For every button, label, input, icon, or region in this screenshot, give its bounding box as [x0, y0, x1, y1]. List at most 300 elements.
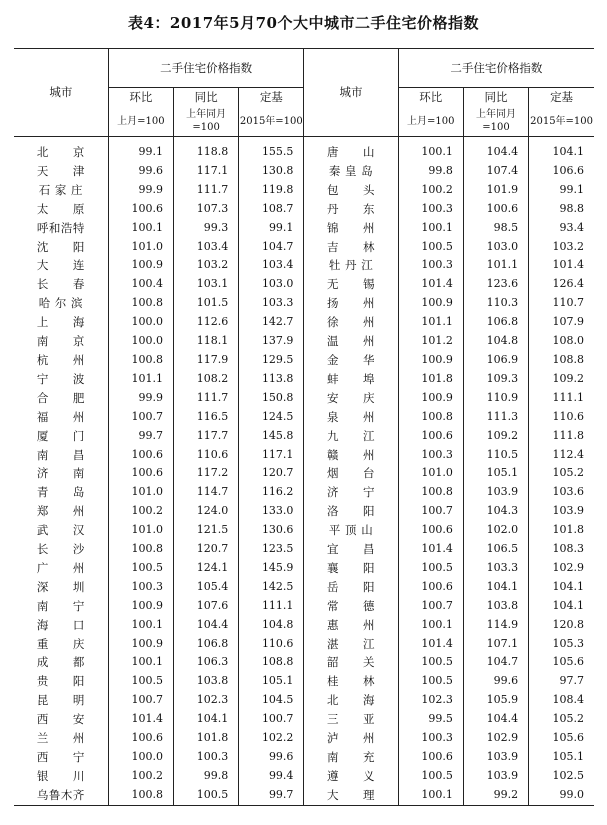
yoy-cell: 109.3 [463, 370, 528, 389]
base-cell: 101.8 [529, 521, 594, 540]
yoy-cell: 105.9 [463, 691, 528, 710]
city-cell: 桂 林 [304, 672, 398, 691]
mom-cell: 101.4 [398, 540, 463, 559]
yoy-cell: 108.2 [173, 370, 238, 389]
table-row [14, 370, 594, 389]
yoy-cell: 103.4 [173, 238, 238, 257]
base-cell: 129.5 [239, 351, 304, 370]
yoy-cell: 100.6 [463, 200, 528, 219]
table-row [14, 786, 594, 805]
yoy-cell: 104.4 [173, 616, 238, 635]
city-cell: 郑 州 [36, 504, 85, 519]
index-group-header-right: 二手住宅价格指数 [398, 49, 594, 88]
yoy-cell: 110.6 [173, 446, 238, 465]
mom-cell: 100.6 [398, 521, 463, 540]
mom-cell: 99.1 [108, 137, 173, 162]
table-row [14, 200, 594, 219]
base-cell: 120.8 [529, 616, 594, 635]
mom-cell: 100.9 [398, 389, 463, 408]
city-cell: 包 头 [304, 181, 398, 200]
base-cell: 99.1 [239, 219, 304, 238]
mom-cell: 100.1 [108, 616, 173, 635]
city-cell: 上 海 [36, 315, 85, 330]
mom-cell: 100.6 [108, 464, 173, 483]
base-cell: 105.3 [529, 635, 594, 654]
city-cell: 洛 阳 [304, 502, 398, 521]
yoy-cell: 106.8 [463, 313, 528, 332]
table-row [14, 653, 594, 672]
city-cell: 哈 尔 滨 [38, 296, 84, 311]
yoy-cell: 106.5 [463, 540, 528, 559]
mom-cell: 100.9 [108, 635, 173, 654]
city-cell: 海 口 [36, 617, 85, 632]
city-header-right: 城市 [304, 49, 398, 137]
yoy-cell: 102.9 [463, 729, 528, 748]
yoy-cell: 116.5 [173, 408, 238, 427]
mom-cell: 100.6 [108, 729, 173, 748]
base-cell: 97.7 [529, 672, 594, 691]
base-cell: 111.8 [529, 427, 594, 446]
city-cell: 长 沙 [36, 542, 85, 557]
yoy-cell: 120.7 [173, 540, 238, 559]
city-cell: 吉 林 [304, 238, 398, 257]
mom-cell: 100.0 [108, 332, 173, 351]
mom-cell: 100.0 [108, 313, 173, 332]
city-cell: 广 州 [36, 560, 85, 575]
table-row [14, 256, 594, 275]
table-row [14, 181, 594, 200]
subheader-yoy-right: 上年同月=100 [463, 106, 528, 137]
table-row [14, 332, 594, 351]
yoy-cell: 106.9 [463, 351, 528, 370]
mom-cell: 100.9 [398, 351, 463, 370]
table-row [14, 464, 594, 483]
yoy-cell: 117.2 [173, 464, 238, 483]
city-cell: 南 昌 [36, 447, 85, 462]
base-cell: 110.6 [529, 408, 594, 427]
city-cell: 乌鲁木齐 [14, 786, 108, 805]
table-row [14, 559, 594, 578]
yoy-cell: 114.7 [173, 483, 238, 502]
mom-cell: 100.1 [108, 653, 173, 672]
mom-cell: 99.6 [108, 162, 173, 181]
base-cell: 145.9 [239, 559, 304, 578]
city-cell: 无 锡 [304, 275, 398, 294]
yoy-cell: 104.1 [173, 710, 238, 729]
table-row [14, 578, 594, 597]
col-header-yoy-right: 同比 [463, 88, 528, 107]
index-group-header-left: 二手住宅价格指数 [108, 49, 304, 88]
base-cell: 101.4 [529, 256, 594, 275]
table-row [14, 502, 594, 521]
mom-cell: 100.8 [398, 408, 463, 427]
city-cell: 长 春 [36, 277, 85, 292]
city-cell: 北 京 [36, 145, 85, 159]
city-cell: 牡 丹 江 [304, 256, 398, 275]
yoy-cell: 117.1 [173, 162, 238, 181]
mom-cell: 100.1 [108, 219, 173, 238]
base-cell: 126.4 [529, 275, 594, 294]
mom-cell: 100.5 [398, 672, 463, 691]
table-row [14, 313, 594, 332]
mom-cell: 100.1 [398, 219, 463, 238]
base-cell: 108.3 [529, 540, 594, 559]
base-cell: 142.7 [239, 313, 304, 332]
mom-cell: 100.8 [108, 786, 173, 805]
yoy-cell: 98.5 [463, 219, 528, 238]
yoy-cell: 103.9 [463, 483, 528, 502]
table-row [14, 729, 594, 748]
base-cell: 108.8 [239, 653, 304, 672]
mom-cell: 101.0 [108, 238, 173, 257]
base-cell: 103.9 [529, 502, 594, 521]
mom-cell: 100.6 [398, 427, 463, 446]
city-cell: 昆 明 [36, 693, 85, 708]
yoy-cell: 101.9 [463, 181, 528, 200]
base-cell: 99.1 [529, 181, 594, 200]
base-cell: 117.1 [239, 446, 304, 465]
city-cell: 石 家 庄 [38, 182, 84, 197]
mom-cell: 100.7 [398, 597, 463, 616]
base-cell: 108.8 [529, 351, 594, 370]
city-cell: 泸 州 [304, 729, 398, 748]
base-cell: 100.7 [239, 710, 304, 729]
city-cell: 温 州 [304, 332, 398, 351]
city-cell: 青 岛 [36, 485, 85, 500]
yoy-cell: 121.5 [173, 521, 238, 540]
base-cell: 124.5 [239, 408, 304, 427]
base-cell: 102.2 [239, 729, 304, 748]
mom-cell: 100.2 [108, 502, 173, 521]
mom-cell: 100.7 [108, 691, 173, 710]
col-header-base-left: 定基 [239, 88, 304, 107]
base-cell: 106.6 [529, 162, 594, 181]
city-cell: 南 京 [36, 334, 85, 349]
mom-cell: 100.7 [108, 408, 173, 427]
table-row [14, 275, 594, 294]
mom-cell: 100.6 [398, 578, 463, 597]
yoy-cell: 111.7 [173, 181, 238, 200]
base-cell: 104.1 [529, 597, 594, 616]
yoy-cell: 117.9 [173, 351, 238, 370]
city-cell: 重 庆 [36, 636, 85, 651]
table-row [14, 351, 594, 370]
yoy-cell: 103.8 [463, 597, 528, 616]
yoy-cell: 111.3 [463, 408, 528, 427]
base-cell: 110.7 [529, 294, 594, 313]
city-cell: 秦 皇 岛 [304, 162, 398, 181]
mom-cell: 99.5 [398, 710, 463, 729]
yoy-cell: 101.5 [173, 294, 238, 313]
table-title: 表4：2017年5月70个大中城市二手住宅价格指数 [128, 14, 479, 32]
yoy-cell: 103.1 [173, 275, 238, 294]
mom-cell: 101.1 [398, 313, 463, 332]
base-cell: 103.3 [239, 294, 304, 313]
mom-cell: 100.2 [398, 181, 463, 200]
city-cell: 兰 州 [36, 731, 85, 746]
table-row [14, 219, 594, 238]
table-row [14, 691, 594, 710]
city-cell: 济 宁 [304, 483, 398, 502]
yoy-cell: 103.9 [463, 767, 528, 786]
city-header-left: 城市 [14, 49, 108, 137]
table-row [14, 427, 594, 446]
base-cell: 108.4 [529, 691, 594, 710]
mom-cell: 101.0 [108, 483, 173, 502]
yoy-cell: 104.7 [463, 653, 528, 672]
yoy-cell: 114.9 [463, 616, 528, 635]
base-cell: 93.4 [529, 219, 594, 238]
city-cell: 太 原 [36, 201, 85, 216]
subheader-base-right: 2015年=100 [529, 106, 594, 137]
city-cell: 杭 州 [36, 352, 85, 367]
base-cell: 105.1 [239, 672, 304, 691]
col-header-yoy-left: 同比 [173, 88, 238, 107]
base-cell: 137.9 [239, 332, 304, 351]
mom-cell: 100.5 [398, 653, 463, 672]
base-cell: 110.6 [239, 635, 304, 654]
base-cell: 98.8 [529, 200, 594, 219]
base-cell: 104.1 [529, 137, 594, 162]
mom-cell: 101.4 [398, 275, 463, 294]
base-cell: 108.0 [529, 332, 594, 351]
yoy-cell: 117.7 [173, 427, 238, 446]
table-row [14, 540, 594, 559]
base-cell: 113.8 [239, 370, 304, 389]
yoy-cell: 103.3 [463, 559, 528, 578]
yoy-cell: 112.6 [173, 313, 238, 332]
yoy-cell: 99.2 [463, 786, 528, 805]
yoy-cell: 104.3 [463, 502, 528, 521]
city-cell: 韶 关 [304, 653, 398, 672]
mom-cell: 100.1 [398, 786, 463, 805]
yoy-cell: 107.4 [463, 162, 528, 181]
base-cell: 104.7 [239, 238, 304, 257]
mom-cell: 101.1 [108, 370, 173, 389]
table-row [14, 294, 594, 313]
yoy-cell: 103.2 [173, 256, 238, 275]
yoy-cell: 110.3 [463, 294, 528, 313]
mom-cell: 99.7 [108, 427, 173, 446]
base-cell: 111.1 [529, 389, 594, 408]
table-row [14, 238, 594, 257]
yoy-cell: 124.0 [173, 502, 238, 521]
table-row [14, 446, 594, 465]
base-cell: 105.1 [529, 748, 594, 767]
city-cell: 泉 州 [304, 408, 398, 427]
base-cell: 99.4 [239, 767, 304, 786]
base-cell: 104.1 [529, 578, 594, 597]
yoy-cell: 123.6 [463, 275, 528, 294]
subheader-mom-right: 上月=100 [398, 106, 463, 137]
city-cell: 蚌 埠 [304, 370, 398, 389]
mom-cell: 100.7 [398, 502, 463, 521]
mom-cell: 100.6 [108, 200, 173, 219]
base-cell: 104.8 [239, 616, 304, 635]
base-cell: 107.9 [529, 313, 594, 332]
mom-cell: 100.8 [108, 540, 173, 559]
base-cell: 108.7 [239, 200, 304, 219]
subheader-base-left: 2015年=100 [239, 106, 304, 137]
mom-cell: 99.9 [108, 389, 173, 408]
mom-cell: 99.9 [108, 181, 173, 200]
city-cell: 常 德 [304, 597, 398, 616]
base-cell: 99.0 [529, 786, 594, 805]
yoy-cell: 106.3 [173, 653, 238, 672]
yoy-cell: 104.4 [463, 137, 528, 162]
mom-cell: 100.9 [398, 294, 463, 313]
mom-cell: 101.0 [108, 521, 173, 540]
mom-cell: 99.8 [398, 162, 463, 181]
yoy-cell: 110.5 [463, 446, 528, 465]
mom-cell: 101.0 [398, 464, 463, 483]
mom-cell: 100.3 [398, 729, 463, 748]
city-cell: 深 圳 [36, 579, 85, 594]
city-cell: 九 江 [304, 427, 398, 446]
base-cell: 99.7 [239, 786, 304, 805]
base-cell: 111.1 [239, 597, 304, 616]
table-row [14, 162, 594, 181]
mom-cell: 100.3 [108, 578, 173, 597]
mom-cell: 100.1 [398, 137, 463, 162]
subheader-mom-left: 上月=100 [108, 106, 173, 137]
city-cell: 安 庆 [304, 389, 398, 408]
yoy-cell: 118.8 [173, 137, 238, 162]
base-cell: 102.5 [529, 767, 594, 786]
yoy-cell: 107.1 [463, 635, 528, 654]
table-body [14, 137, 594, 806]
table-row [14, 672, 594, 691]
col-header-mom-right: 环比 [398, 88, 463, 107]
city-cell: 锦 州 [304, 219, 398, 238]
table-row [14, 137, 594, 162]
city-cell: 烟 台 [304, 464, 398, 483]
yoy-cell: 107.3 [173, 200, 238, 219]
base-cell: 155.5 [239, 137, 304, 162]
mom-cell: 100.6 [108, 446, 173, 465]
city-cell: 徐 州 [304, 313, 398, 332]
city-cell: 北 海 [304, 691, 398, 710]
base-cell: 142.5 [239, 578, 304, 597]
yoy-cell: 110.9 [463, 389, 528, 408]
city-cell: 成 都 [36, 655, 85, 670]
table-row [14, 521, 594, 540]
yoy-cell: 99.6 [463, 672, 528, 691]
mom-cell: 100.4 [108, 275, 173, 294]
mom-cell: 100.2 [108, 767, 173, 786]
city-cell: 湛 江 [304, 635, 398, 654]
base-cell: 109.2 [529, 370, 594, 389]
city-cell: 扬 州 [304, 294, 398, 313]
base-cell: 130.6 [239, 521, 304, 540]
yoy-cell: 103.9 [463, 748, 528, 767]
mom-cell: 100.9 [108, 597, 173, 616]
city-cell: 丹 东 [304, 200, 398, 219]
yoy-cell: 99.3 [173, 219, 238, 238]
mom-cell: 100.8 [108, 351, 173, 370]
yoy-cell: 102.0 [463, 521, 528, 540]
base-cell: 99.6 [239, 748, 304, 767]
city-cell: 遵 义 [304, 767, 398, 786]
city-cell: 西 宁 [36, 750, 85, 764]
city-cell: 宜 昌 [304, 540, 398, 559]
yoy-cell: 109.2 [463, 427, 528, 446]
city-cell: 宁 波 [36, 371, 85, 386]
city-cell: 襄 阳 [304, 559, 398, 578]
base-cell: 105.6 [529, 729, 594, 748]
table-row [14, 748, 594, 767]
col-header-base-right: 定基 [529, 88, 594, 107]
yoy-cell: 100.3 [173, 748, 238, 767]
mom-cell: 100.3 [398, 256, 463, 275]
table-row [14, 483, 594, 502]
city-cell: 武 汉 [36, 523, 85, 538]
mom-cell: 100.5 [108, 672, 173, 691]
city-cell: 大 连 [36, 258, 85, 273]
mom-cell: 100.5 [108, 559, 173, 578]
yoy-cell: 105.1 [463, 464, 528, 483]
mom-cell: 101.2 [398, 332, 463, 351]
city-cell: 厦 门 [36, 428, 85, 443]
base-cell: 103.0 [239, 275, 304, 294]
yoy-cell: 104.1 [463, 578, 528, 597]
yoy-cell: 103.0 [463, 238, 528, 257]
yoy-cell: 105.4 [173, 578, 238, 597]
col-header-mom-left: 环比 [108, 88, 173, 107]
mom-cell: 100.5 [398, 238, 463, 257]
table-row [14, 616, 594, 635]
city-cell: 南 宁 [36, 598, 85, 613]
yoy-cell: 101.1 [463, 256, 528, 275]
mom-cell: 100.8 [398, 483, 463, 502]
yoy-cell: 100.5 [173, 786, 238, 805]
city-cell: 金 华 [304, 351, 398, 370]
base-cell: 116.2 [239, 483, 304, 502]
base-cell: 133.0 [239, 502, 304, 521]
yoy-cell: 99.8 [173, 767, 238, 786]
mom-cell: 101.8 [398, 370, 463, 389]
base-cell: 105.2 [529, 710, 594, 729]
city-cell: 呼和浩特 [36, 220, 85, 235]
base-cell: 150.8 [239, 389, 304, 408]
base-cell: 119.8 [239, 181, 304, 200]
subheader-yoy-left: 上年同月=100 [173, 106, 238, 137]
price-index-table [14, 48, 594, 806]
base-cell: 103.2 [529, 238, 594, 257]
table-row [14, 597, 594, 616]
base-cell: 102.9 [529, 559, 594, 578]
mom-cell: 100.3 [398, 446, 463, 465]
city-cell: 大 理 [304, 786, 398, 805]
table-row [14, 710, 594, 729]
city-cell: 济 南 [36, 466, 85, 481]
base-cell: 103.4 [239, 256, 304, 275]
table-row [14, 389, 594, 408]
yoy-cell: 106.8 [173, 635, 238, 654]
city-cell: 惠 州 [304, 616, 398, 635]
mom-cell: 101.4 [398, 635, 463, 654]
yoy-cell: 111.7 [173, 389, 238, 408]
base-cell: 145.8 [239, 427, 304, 446]
city-cell: 银 川 [36, 768, 85, 783]
yoy-cell: 101.8 [173, 729, 238, 748]
mom-cell: 101.4 [108, 710, 173, 729]
city-cell: 天 津 [36, 163, 85, 178]
mom-cell: 100.8 [108, 294, 173, 313]
city-cell: 西 安 [36, 712, 85, 727]
table-row [14, 635, 594, 654]
base-cell: 130.8 [239, 162, 304, 181]
